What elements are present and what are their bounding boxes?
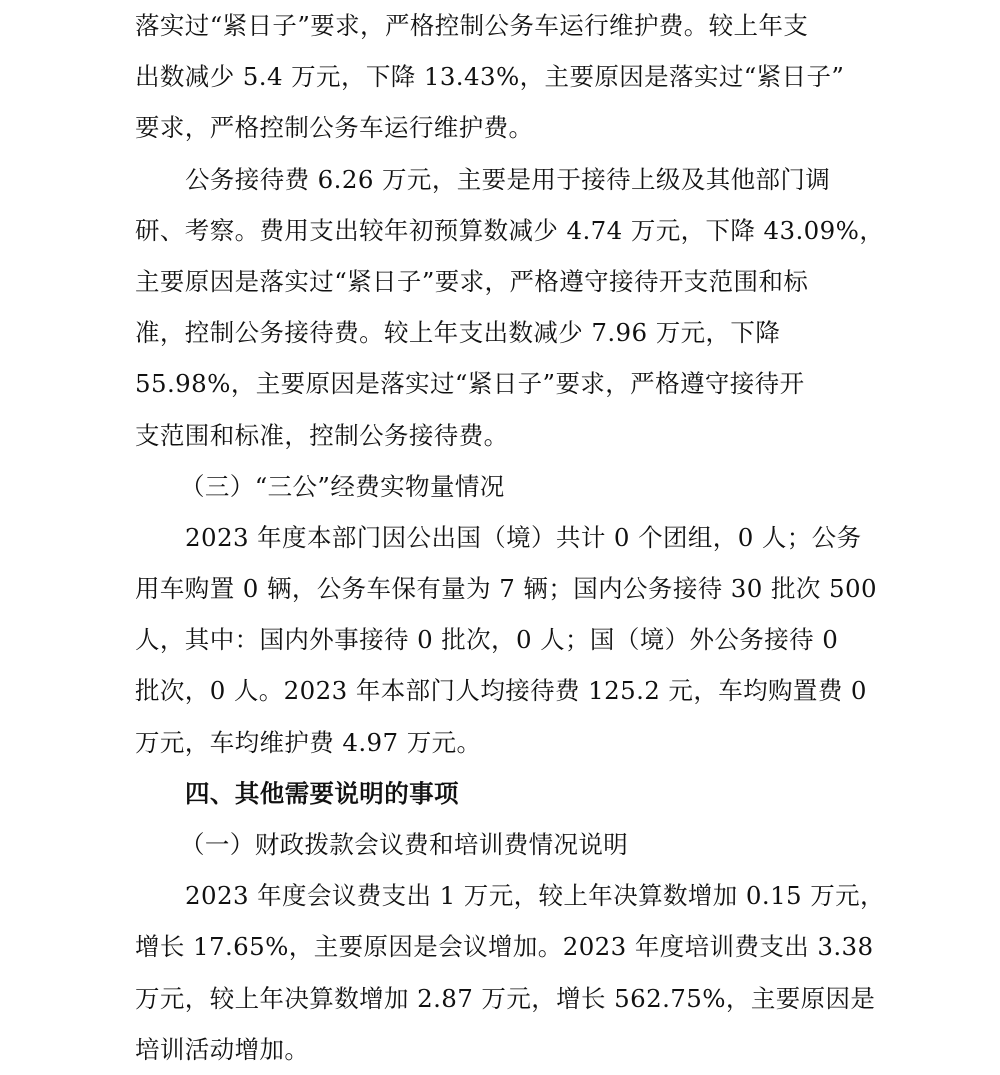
paragraph-start: 公务接待费 6.26 万元，主要是用于接待上级及其他部门调 <box>185 164 831 194</box>
text-line: 准，控制公务接待费。较上年支出数减少 7.96 万元，下降 <box>135 318 781 348</box>
text-line: 主要原因是落实过“紧日子”要求，严格遵守接待开支范围和标 <box>135 266 809 296</box>
text-line: 要求，严格控制公务车运行维护费。 <box>135 113 534 143</box>
text-line: 落实过“紧日子”要求，严格控制公务车运行维护费。较上年支 <box>135 11 809 40</box>
text-line: 万元，较上年决算数增加 2.87 万元，增长 562.75%，主要原因是 <box>135 983 876 1013</box>
paragraph-start: 2023 年度会议费支出 1 万元，较上年决算数增加 0.15 万元， <box>185 881 885 911</box>
text-line: 增长 17.65%，主要原因是会议增加。2023 年度培训费支出 3.38 <box>135 932 874 962</box>
section-heading: 四、其他需要说明的事项 <box>185 778 459 808</box>
subsection-heading: （一）财政拨款会议费和培训费情况说明 <box>180 830 629 859</box>
text-line: 人，其中：国内外事接待 0 批次，0 人；国（境）外公务接待 0 <box>135 625 839 655</box>
document-page <box>135 0 885 1075</box>
text-line: 研、考察。费用支出较年初预算数减少 4.74 万元，下降 43.09%， <box>135 215 885 245</box>
text-line: 用车购置 0 辆，公务车保有量为 7 辆；国内公务接待 30 批次 500 <box>135 574 877 604</box>
text-line: 批次，0 人。2023 年本部门人均接待费 125.2 元，车均购置费 0 <box>135 676 867 706</box>
text-line: 出数减少 5.4 万元，下降 13.43%，主要原因是落实过“紧日子” <box>135 62 845 92</box>
text-line: 支范围和标准，控制公务接待费。 <box>135 420 509 450</box>
subsection-heading: （三）“三公”经费实物量情况 <box>180 471 505 501</box>
paragraph-start: 2023 年度本部门因公出国（境）共计 0 个团组，0 人；公务 <box>185 522 862 552</box>
text-line: 万元，车均维护费 4.97 万元。 <box>135 727 482 757</box>
text-line: 培训活动增加。 <box>135 1034 310 1064</box>
text-line: 55.98%，主要原因是落实过“紧日子”要求，严格遵守接待开 <box>135 369 805 399</box>
